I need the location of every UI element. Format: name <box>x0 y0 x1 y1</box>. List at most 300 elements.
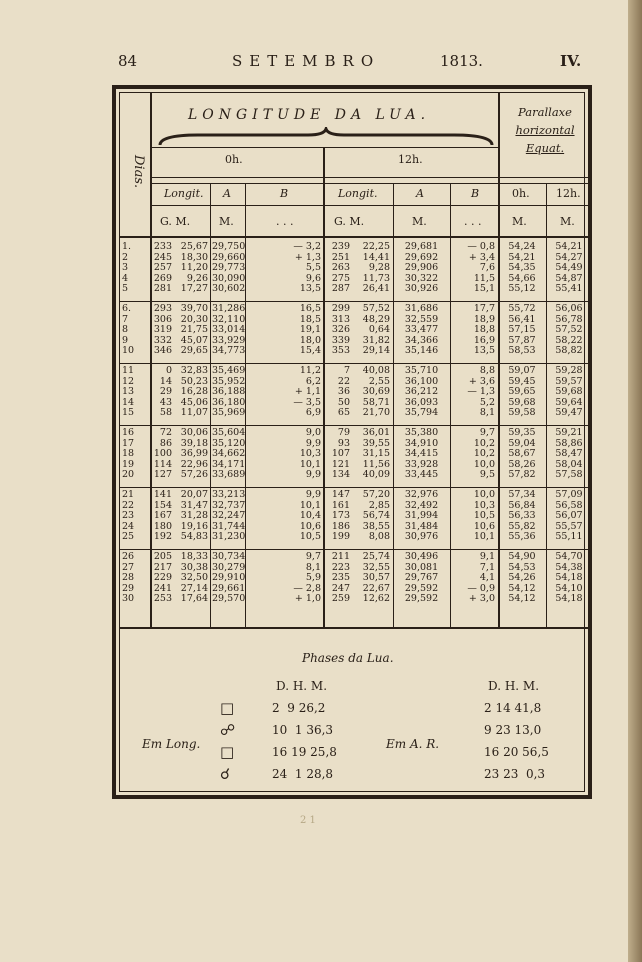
cell: 346 <box>153 345 172 357</box>
cell: 22,67 <box>362 582 390 594</box>
roman-numeral: IV. <box>560 52 582 70</box>
cell: 54,10 <box>555 582 583 594</box>
col-longit-0: Longit. <box>164 187 204 200</box>
cell: 5,5 <box>305 262 321 274</box>
cell: + 3,4 <box>468 251 495 263</box>
cell: 35,969 <box>212 407 246 419</box>
cell: 79 <box>337 427 350 438</box>
cell: 353 <box>331 345 350 357</box>
cell: 27 <box>122 561 135 573</box>
cell: 59,47 <box>555 407 583 419</box>
phase-ar-time: 2 14 41,8 <box>484 701 542 715</box>
cell: 12,62 <box>362 593 390 605</box>
cell: 54,12 <box>508 593 536 605</box>
cell: — 0,9 <box>467 582 495 594</box>
table-inner-border <box>119 92 585 792</box>
cell: 313 <box>331 313 350 325</box>
cell: 15 <box>122 407 135 419</box>
cell: 30,090 <box>212 272 246 284</box>
cell: 50 <box>337 396 350 408</box>
half-12h: 12h. <box>398 153 423 166</box>
phase-long-time: 10 1 36,3 <box>272 723 334 737</box>
cell: — 2,8 <box>293 582 321 594</box>
phase-symbol: □ <box>220 743 235 761</box>
cell: 25 <box>122 531 135 543</box>
page-edge <box>628 0 642 962</box>
cell: 306 <box>153 313 172 325</box>
cell: 55,82 <box>508 520 536 532</box>
cell: 11,73 <box>362 272 390 284</box>
cell: 54,21 <box>555 241 583 252</box>
cell: 48,29 <box>362 313 390 325</box>
cell: 36,100 <box>404 375 439 387</box>
cell: 33,929 <box>212 334 246 346</box>
cell: 54,70 <box>555 551 583 562</box>
cell: 141 <box>153 489 172 500</box>
cell: 11 <box>122 365 135 376</box>
cell: 19,1 <box>299 324 321 336</box>
group-2-b0-column <box>247 304 321 357</box>
cell: 16,28 <box>180 386 208 398</box>
cell: 30,496 <box>404 551 439 562</box>
cell: 29,906 <box>404 262 439 274</box>
phase-long-time: 16 19 25,8 <box>272 745 337 759</box>
cell: 57,26 <box>180 469 208 481</box>
phase-long-time: 2 9 26,2 <box>272 701 326 715</box>
group-6-p0-column <box>500 552 544 605</box>
cell: 72 <box>159 427 172 438</box>
cell: 34,662 <box>212 448 246 460</box>
group-6-p12-column <box>548 552 590 605</box>
cell: 14 <box>159 375 172 387</box>
cell: 36,212 <box>404 386 439 398</box>
cell: 1. <box>122 241 132 252</box>
cell: 29,570 <box>212 593 246 605</box>
group-2-p0-column <box>500 304 544 357</box>
col-b-12: B <box>471 187 480 200</box>
longitude-title: LONGITUDE DA LUA. <box>188 107 431 123</box>
cell: 59,58 <box>508 407 536 419</box>
group-1-b12-column <box>452 242 495 295</box>
cell: 40,08 <box>362 365 390 376</box>
cell: 14 <box>122 396 135 408</box>
cell: 161 <box>331 499 350 511</box>
cell: 23 <box>122 510 135 522</box>
cell: 8 <box>122 324 129 336</box>
cell: 35,710 <box>404 365 439 376</box>
cell: 39,55 <box>362 437 390 449</box>
cell: 34,415 <box>404 448 439 460</box>
cell: 15,1 <box>473 283 495 295</box>
cell: 18,5 <box>299 313 321 325</box>
cell: 9,9 <box>305 437 321 449</box>
group-3-p12-column <box>548 366 590 419</box>
cell: 35,604 <box>212 427 246 438</box>
cell: 8,8 <box>479 365 495 376</box>
col-a-12: A <box>416 187 424 200</box>
cell: 293 <box>153 303 172 314</box>
brace <box>158 127 494 149</box>
cell: 59,28 <box>555 365 583 376</box>
cell: 18,8 <box>473 324 495 336</box>
cell: 56,78 <box>555 313 583 325</box>
cell: 22 <box>337 375 350 387</box>
cell: 59,65 <box>508 386 536 398</box>
cell: 56,33 <box>508 510 536 522</box>
cell: 180 <box>153 520 172 532</box>
cell: 10,1 <box>299 458 321 470</box>
group-4-b12-column <box>452 428 495 481</box>
cell: 31,686 <box>404 303 439 314</box>
cell: 32,110 <box>212 313 246 325</box>
cell: 55,57 <box>555 520 583 532</box>
cell: 21,70 <box>362 407 390 419</box>
cell: 211 <box>331 551 350 562</box>
cell: 7 <box>122 313 129 325</box>
group-1-b0-column <box>247 242 321 295</box>
month-title: SETEMBRO <box>232 52 381 70</box>
group-3-lm0-column <box>178 366 208 419</box>
half-0h: 0h. <box>225 153 243 166</box>
cell: 9,6 <box>305 272 321 284</box>
cell: 55,11 <box>555 531 583 543</box>
parallax-line-1: Parallaxe <box>518 105 572 119</box>
group-5-lg0-column <box>150 490 172 543</box>
group-6-days-column <box>122 552 146 605</box>
cell: 0 <box>165 365 172 376</box>
cell: 134 <box>331 469 350 481</box>
cell: 32,83 <box>180 365 208 376</box>
cell: 5 <box>122 283 129 295</box>
cell: 10,6 <box>299 520 321 532</box>
cell: 26,41 <box>362 283 390 295</box>
cell: 38,55 <box>362 520 390 532</box>
group-2-lg0-column <box>150 304 172 357</box>
cell: 58,67 <box>508 448 536 460</box>
cell: 186 <box>331 520 350 532</box>
cell: 21 <box>122 489 135 500</box>
cell: 35,469 <box>212 365 246 376</box>
cell: 10,1 <box>473 531 495 543</box>
group-5-a12-column <box>395 490 448 543</box>
cell: 127 <box>153 469 172 481</box>
cell: 55,72 <box>508 303 536 314</box>
group-1-a0-column <box>212 242 244 295</box>
cell: 59,57 <box>555 375 583 387</box>
cell: 20,07 <box>180 489 208 500</box>
group-3-lg12-column <box>325 366 350 419</box>
cell: + 1,3 <box>294 251 321 263</box>
cell: 59,04 <box>508 437 536 449</box>
cell: 29 <box>122 582 135 594</box>
cell: 4,1 <box>479 572 495 584</box>
cell: — 3,5 <box>293 396 321 408</box>
cell: 8,1 <box>479 407 495 419</box>
cell: 86 <box>159 437 172 449</box>
cell: 31,744 <box>212 520 246 532</box>
cell: 56,74 <box>362 510 390 522</box>
cell: 31,47 <box>180 499 208 511</box>
group-2-lg12-column <box>325 304 350 357</box>
cell: 9,7 <box>479 427 495 438</box>
cell: 25,74 <box>362 551 390 562</box>
cell: 21,75 <box>180 324 208 336</box>
group-6-lm0-column <box>178 552 208 605</box>
cell: 29,910 <box>212 572 246 584</box>
cell: 33,445 <box>404 469 439 481</box>
cell: 54,24 <box>508 241 536 252</box>
cell: 11,5 <box>473 272 495 284</box>
cell: 36 <box>337 386 350 398</box>
cell: 33,689 <box>212 469 246 481</box>
cell: 4 <box>122 272 129 284</box>
cell: 55,36 <box>508 531 536 543</box>
cell: 58,71 <box>362 396 390 408</box>
cell: 6,9 <box>305 407 321 419</box>
cell: 55,12 <box>508 283 536 295</box>
cell: 107 <box>331 448 350 460</box>
cell: 56,84 <box>508 499 536 511</box>
cell: 10,4 <box>299 510 321 522</box>
cell: 56,06 <box>555 303 583 314</box>
cell: 100 <box>153 448 172 460</box>
group-3-lm12-column <box>352 366 390 419</box>
cell: 30,602 <box>212 283 246 295</box>
cell: 10,1 <box>299 499 321 511</box>
group-1-p0-column <box>500 242 544 295</box>
cell: 18,0 <box>299 334 321 346</box>
cell: 39,70 <box>180 303 208 314</box>
phase-ar-time: 16 20 56,5 <box>484 745 549 759</box>
cell: 30,57 <box>362 572 390 584</box>
cell: 10,0 <box>473 458 495 470</box>
cell: 16,5 <box>299 303 321 314</box>
col-parallax-0h: 0h. <box>512 187 530 200</box>
cell: 9,9 <box>305 469 321 481</box>
cell: 35,794 <box>404 407 439 419</box>
cell: 10,0 <box>473 489 495 500</box>
cell: — 1,3 <box>467 386 495 398</box>
cell: 59,45 <box>508 375 536 387</box>
group-6-lg0-column <box>150 552 172 605</box>
cell: 54,21 <box>508 251 536 263</box>
cell: 29,750 <box>212 241 246 252</box>
cell: 29,14 <box>362 345 390 357</box>
cell: 147 <box>331 489 350 500</box>
cell: 18,9 <box>473 313 495 325</box>
cell: 58,04 <box>555 458 583 470</box>
cell: 35,146 <box>404 345 439 357</box>
cell: + 1,1 <box>294 386 321 398</box>
cell: 57,52 <box>555 324 583 336</box>
cell: 56,58 <box>555 499 583 511</box>
cell: 17 <box>122 437 135 449</box>
group-3-lg0-column <box>150 366 172 419</box>
cell: 31,82 <box>362 334 390 346</box>
cell: 56,41 <box>508 313 536 325</box>
group-2-a12-column <box>395 304 448 357</box>
group-4-days-column <box>122 428 146 481</box>
cell: 57,15 <box>508 324 536 336</box>
cell: 275 <box>331 272 350 284</box>
cell: 263 <box>331 262 350 274</box>
cell: 9,7 <box>305 551 321 562</box>
cell: 11,20 <box>180 262 208 274</box>
cell: 35,952 <box>212 375 246 387</box>
cell: 10,3 <box>299 448 321 460</box>
cell: 65 <box>337 407 350 419</box>
group-4-lg0-column <box>150 428 172 481</box>
cell: 28 <box>122 572 135 584</box>
cell: 299 <box>331 303 350 314</box>
cell: 54,18 <box>555 593 583 605</box>
cell: 10,5 <box>299 531 321 543</box>
cell: 59,68 <box>555 386 583 398</box>
group-3-p0-column <box>500 366 544 419</box>
group-2-a0-column <box>212 304 244 357</box>
cell: 32,55 <box>362 561 390 573</box>
cell: 54,12 <box>508 582 536 594</box>
cell: 39,18 <box>180 437 208 449</box>
unit-m-p0: M. <box>512 215 527 228</box>
cell: 57,87 <box>508 334 536 346</box>
cell: 15,4 <box>299 345 321 357</box>
parallax-line-2: horizontal <box>515 123 575 137</box>
cell: 34,171 <box>212 458 246 470</box>
cell: 29,661 <box>212 582 246 594</box>
cell: 36,180 <box>212 396 246 408</box>
group-6-lg12-column <box>325 552 350 605</box>
cell: 7 <box>343 365 350 376</box>
group-2-p12-column <box>548 304 590 357</box>
cell: 36,188 <box>212 386 246 398</box>
cell: 45,06 <box>180 396 208 408</box>
cell: 34,366 <box>404 334 439 346</box>
cell: 34,773 <box>212 345 246 357</box>
cell: 54,66 <box>508 272 536 284</box>
group-5-lg12-column <box>325 490 350 543</box>
cell: 33,477 <box>404 324 439 336</box>
unit-gm-12: G. M. <box>334 215 365 228</box>
group-3-b0-column <box>247 366 321 419</box>
cell: 247 <box>331 582 350 594</box>
col-a-0: A <box>223 187 231 200</box>
cell: 18,30 <box>180 251 208 263</box>
cell: 57,58 <box>555 469 583 481</box>
cell: 59,35 <box>508 427 536 438</box>
cell: 26 <box>122 551 135 562</box>
cell: 59,07 <box>508 365 536 376</box>
cell: 17,27 <box>180 283 208 295</box>
cell: 114 <box>153 458 172 470</box>
cell: 9,0 <box>305 427 321 438</box>
unit-m-a0: M. <box>219 215 234 228</box>
group-3-days-column <box>122 366 146 419</box>
cell: 2 <box>122 251 129 263</box>
printer-signature: 2 1 <box>300 815 316 826</box>
cell: 192 <box>153 531 172 543</box>
cell: 43 <box>159 396 172 408</box>
cell: 6. <box>122 303 132 314</box>
group-4-p12-column <box>548 428 590 481</box>
cell: — 0,8 <box>467 241 495 252</box>
cell: 29,692 <box>404 251 439 263</box>
cell: 17,64 <box>180 593 208 605</box>
unit-dots-b12: . . . <box>464 215 482 228</box>
cell: 29,592 <box>404 582 439 594</box>
group-6-b0-column <box>247 552 321 605</box>
cell: 32,247 <box>212 510 246 522</box>
cell: 54,90 <box>508 551 536 562</box>
cell: 11,07 <box>180 407 208 419</box>
group-2-b12-column <box>452 304 495 357</box>
cell: 332 <box>153 334 172 346</box>
group-6-a12-column <box>395 552 448 605</box>
cell: 29 <box>159 386 172 398</box>
group-4-lm0-column <box>178 428 208 481</box>
phase-ar-time: 9 23 13,0 <box>484 723 542 737</box>
cell: 93 <box>337 437 350 449</box>
group-5-b0-column <box>247 490 321 543</box>
cell: 36,99 <box>180 448 208 460</box>
group-3-b12-column <box>452 366 495 419</box>
cell: 40,09 <box>362 469 390 481</box>
group-1-lm0-column <box>178 242 208 295</box>
phases-title: Phases da Lua. <box>302 651 394 665</box>
cell: 58,22 <box>555 334 583 346</box>
cell: 287 <box>331 283 350 295</box>
cell: 56,07 <box>555 510 583 522</box>
cell: 36,093 <box>404 396 439 408</box>
cell: 30,322 <box>404 272 439 284</box>
cell: 5,2 <box>479 396 495 408</box>
cell: 54,87 <box>555 272 583 284</box>
cell: 241 <box>153 582 172 594</box>
cell: 9 <box>122 334 129 346</box>
cell: 22 <box>122 499 135 511</box>
phase-symbol: □ <box>220 699 235 717</box>
cell: 245 <box>153 251 172 263</box>
cell: 59,64 <box>555 396 583 408</box>
cell: + 3,0 <box>468 593 495 605</box>
cell: 18 <box>122 448 135 460</box>
cell: 22,96 <box>180 458 208 470</box>
cell: 251 <box>331 251 350 263</box>
group-5-lm12-column <box>352 490 390 543</box>
cell: 14,41 <box>362 251 390 263</box>
group-1-days-column <box>122 242 146 295</box>
group-4-a0-column <box>212 428 244 481</box>
cell: 32,492 <box>404 499 439 511</box>
cell: 7,6 <box>479 262 495 274</box>
cell: 253 <box>153 593 172 605</box>
cell: 10,2 <box>473 437 495 449</box>
cell: — 3,2 <box>293 241 321 252</box>
cell: 25,67 <box>180 241 208 252</box>
cell: 33,928 <box>404 458 439 470</box>
group-4-p0-column <box>500 428 544 481</box>
group-5-a0-column <box>212 490 244 543</box>
cell: 2,55 <box>368 375 390 387</box>
cell: 10 <box>122 345 135 357</box>
group-1-p12-column <box>548 242 590 295</box>
cell: 32,737 <box>212 499 246 511</box>
unit-dots-b0: . . . <box>276 215 294 228</box>
group-2-days-column <box>122 304 146 357</box>
unit-m-a12: M. <box>412 215 427 228</box>
cell: 58,26 <box>508 458 536 470</box>
cell: 54,83 <box>180 531 208 543</box>
